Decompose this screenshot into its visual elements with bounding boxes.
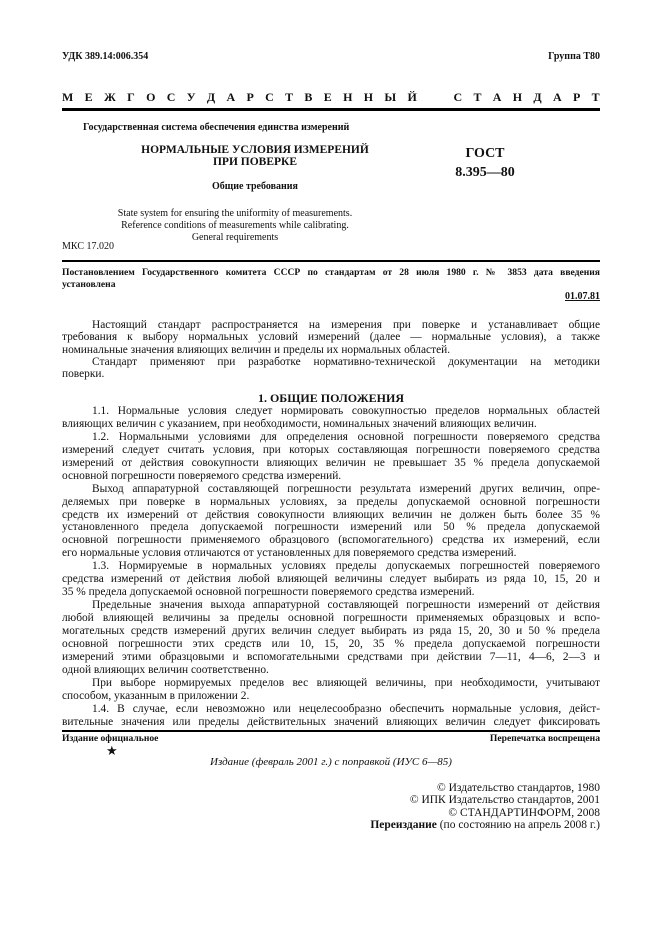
decree-line: установлена [62, 279, 116, 290]
group-code: Группа Т80 [548, 51, 600, 62]
text-line: 35 % предела допускаемой основной погрешности поверяемого средства измерений. [62, 586, 475, 599]
banner-letter: С [453, 90, 463, 104]
banner-letter: В [304, 90, 313, 104]
text-line: способом, указанным в приложении 2. [62, 689, 250, 702]
text-line: 1.3. Нормируемые в нормальных условиях пределы допускаемых погрешностей поверяемого [92, 560, 600, 573]
text-line: деляемых при поверке в нормальных условиях, за пределы допускаемой основной погрешности [62, 495, 600, 508]
section-body [62, 405, 600, 728]
reprint-prohibited: Перепечатка воспрещена [489, 733, 600, 744]
edition-note: Издание (февраль 2001 г.) с поправкой (ИУС 6—85) [210, 756, 452, 768]
text-line: Выход аппаратурной составляющей погрешности результата измерений других величин, опре- [92, 482, 600, 495]
banner-letter [428, 90, 442, 105]
text-line: средств их измерений от действия совокупности влияющих величин не должен быть более 35 % [62, 508, 600, 521]
title-line-1: НОРМАЛЬНЫЕ УСЛОВИЯ ИЗМЕРЕНИЙ [141, 144, 369, 156]
paragraph [62, 356, 600, 381]
title-rule [62, 260, 600, 262]
banner-letter: А [226, 90, 236, 104]
text-line: одной влияющих величин соответственно. [62, 663, 269, 676]
english-line: State system for ensuring the uniformity of measurements. [117, 208, 353, 219]
copyright-line: © ИПК Издательство стандартов, 2001 [409, 794, 600, 807]
decree [62, 267, 600, 291]
text-line: 1.2. Нормальными условиями для определения основной погрешности поверяемого средства [92, 430, 600, 443]
banner-letter: Ж [103, 90, 116, 104]
title-line-2: ПРИ ПОВЕРКЕ [212, 156, 298, 168]
banner-letter: Р [246, 90, 254, 104]
copyright-line: © Издательство стандартов, 1980 [436, 782, 600, 794]
reissue-label: Переиздание [370, 818, 437, 831]
gost-number: 8.395—80 [455, 165, 515, 180]
star-icon: ★ [106, 743, 118, 758]
english-line: Reference conditions of measurements while calibrating. [121, 220, 349, 231]
banner-letter: Д [206, 90, 216, 104]
banner-letter: Е [84, 90, 93, 104]
effective-date: 01.07.81 [565, 291, 600, 302]
banner-letter: Р [572, 90, 581, 104]
decree-line: Постановлением Государственного комитета СССР по стандартам от 28 июля 1980 г. № 3853 дата введения [62, 267, 600, 278]
english-line: General requirements [191, 232, 279, 243]
section-heading: 1. ОБЩИЕ ПОЛОЖЕНИЯ [257, 391, 405, 405]
banner-letter: Д [533, 90, 542, 104]
header-rule [62, 108, 600, 111]
banner-letter: Й [407, 90, 417, 104]
banner-letter: Г [127, 90, 135, 104]
copyright-line: © СТАНДАРТИНФОРМ, 2008 [448, 806, 600, 819]
paragraph [62, 703, 600, 729]
banner-letter: Н [363, 90, 374, 104]
text-line: его нормальные условия отличаются от установленных для поверяемого средства измерений. [62, 547, 517, 560]
banner-letter: С [166, 90, 176, 104]
text-line: измерений следует считать условия, при которых составляющая погрешности поверяемого средства [62, 443, 600, 456]
banner-letter: Т [591, 90, 600, 104]
document-subtitle: Общие требования [212, 181, 298, 192]
text-line: Настоящий стандарт распространяется на измерения при поверке и устанавливает общие [92, 319, 600, 331]
banner-letter: М [62, 90, 74, 104]
text-line: требования к выбору нормальных условий измерений (далее — нормальные условия), а также [62, 331, 600, 344]
text-line: измерений этими образцовыми и вспомогательными средствами при действии 7—11, 4—6, 2—3 и [62, 650, 600, 663]
text-line: основной погрешности поверяемого средства измерений. [62, 469, 342, 482]
banner-letter: С [265, 90, 274, 104]
text-line: основной погрешности применяемого образцового (вспомогательного) средства их измерений, если [62, 534, 600, 547]
text-line: установленного предела допускаемой погрешности измерений или 50 % предела допускаемой [62, 521, 600, 534]
english-title [100, 208, 370, 244]
paragraph [62, 431, 600, 483]
banner-letter: А [492, 90, 502, 104]
udk-code: УДК 389.14:006.354 [62, 51, 149, 62]
banner-letter: О [146, 90, 156, 104]
text-line: средства измерений от действия любой влияющей величины следует выбирать из ряда 10, 15, 20 и [62, 573, 600, 586]
paragraph [62, 560, 600, 599]
paragraph [62, 405, 600, 431]
paragraph [62, 319, 600, 356]
paragraph [62, 599, 600, 677]
official-edition: Издание официальное [62, 733, 159, 744]
banner-letter: Н [512, 90, 523, 104]
banner-letter: Ы [384, 90, 397, 104]
copyrights [370, 782, 600, 831]
reissue-status: (по состоянию на апрель 2008 г.) [436, 818, 600, 831]
paragraph [62, 483, 600, 561]
banner-letter: А [552, 90, 562, 104]
introduction [62, 319, 600, 380]
mks-code: МКС 17.020 [62, 241, 114, 252]
text-line: любой влияющей величины за пределы основной погрешности применяемых образцовых и вспо- [62, 612, 600, 624]
banner-letter: Т [473, 90, 482, 104]
text-line: При выборе нормируемых пределов вес влияющей величины, при необходимости, учитывают [92, 676, 600, 689]
system-title: Государственная система обеспечения единства измерений [83, 122, 350, 133]
banner-letter: Т [285, 90, 294, 104]
gost-designation [440, 144, 530, 182]
document-title [130, 144, 380, 168]
reissue-line [370, 819, 600, 831]
banner-letter: Е [323, 90, 332, 104]
interstate-standard-banner [62, 90, 600, 105]
text-line: 1.1. Нормальные условия следует нормировать совокупностью пределов нормальных областей [92, 405, 600, 417]
text-line: измерений от действия совокупности влияющих величин не превышает 35 % предела допускаемой [62, 456, 600, 469]
banner-letter: У [186, 90, 196, 104]
text-line: могательных средств измерений других величин следует выбирать из ряда 15, 20, 30 и 50 % предела [62, 624, 600, 637]
text-line: 1.4. В случае, если невозможно или нецелесообразно обеспечить нормальные условия, дейст- [92, 702, 600, 715]
text-line: поверки. [62, 368, 105, 381]
text-line: Предельные значения выхода аппаратурной составляющей погрешности измерений от действия [92, 599, 600, 612]
paragraph [62, 677, 600, 703]
banner-letter: Н [343, 90, 353, 104]
text-line: влияющих величин с указанием, при необходимости, номинальных значений влияющих величин. [62, 417, 537, 430]
text-line: вительные значения или пределы действительных значений влияющих величин следует фиксировать [62, 715, 600, 728]
text-line: Стандарт применяют при разработке нормативно-технической документации на методики [92, 355, 600, 368]
gost-label: ГОСТ [465, 146, 505, 161]
text-line: основной погрешности этих средств или 10, 15, 20, 35 % предела допускаемой погрешности [62, 637, 600, 650]
footer-rule [62, 730, 600, 732]
text-line: номинальные значения влияющих величин и пределы их нормальных областей. [62, 343, 451, 356]
